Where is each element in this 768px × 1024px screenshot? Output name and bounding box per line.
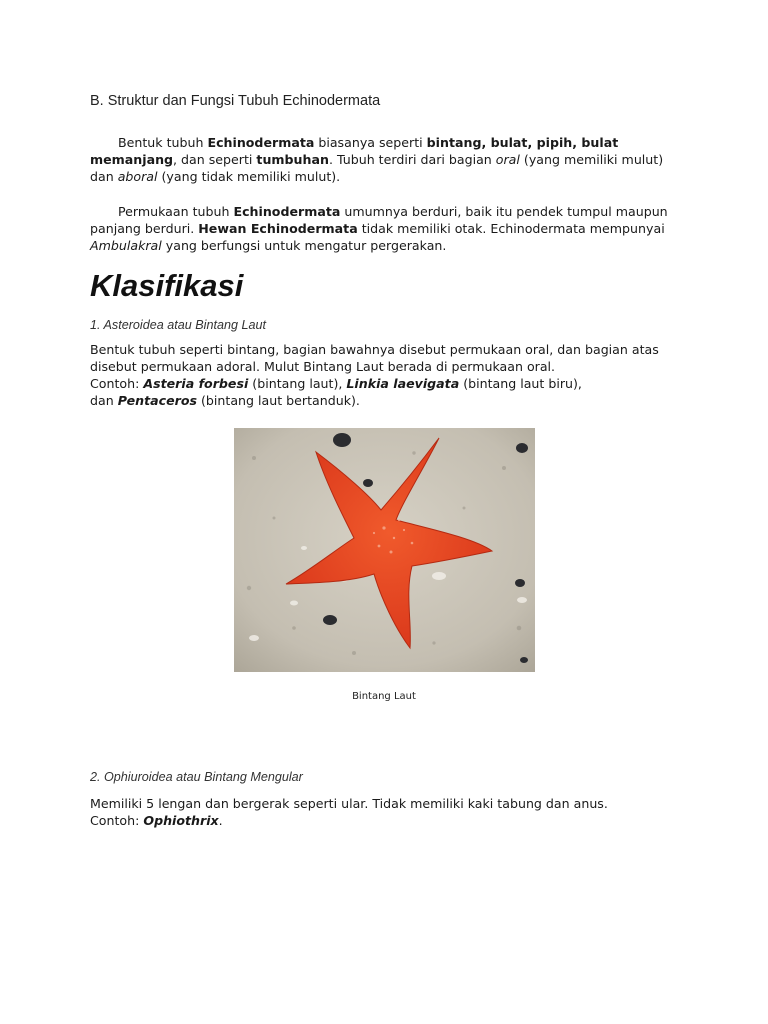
ophiuroidea-subtitle: 2. Ophiuroidea atau Bintang Mengular — [90, 770, 303, 784]
paragraph-body-shape: Bentuk tubuh Echinodermata biasanya seperti bintang, bulat, pipih, bulat memanjang, dan seperti tumbuhan. Tubuh terdiri dari bagian oral (yang memiliki mulut) dan aboral (yang tidak memiliki mulut). — [90, 135, 664, 184]
asteroidea-paragraph: Bentuk tubuh seperti bintang, bagian bawahnya disebut permukaan oral, dan bagian atas disebut permukaan adoral. Mulut Bintang Laut berada di permukaan oral. Contoh: Asteria forbesi (bintang laut), Linkia laevigata (bintang laut biru), dan Pentaceros (bintang laut bertanduk). — [90, 342, 659, 408]
asteroidea-subtitle: 1. Asteroidea atau Bintang Laut — [90, 318, 266, 332]
klasifikasi-heading: Klasifikasi — [90, 268, 244, 303]
ophiuroidea-paragraph: Memiliki 5 lengan dan bergerak seperti ular. Tidak memiliki kaki tabung dan anus. Contoh: Ophiothrix. — [90, 796, 608, 828]
paragraph-body-surface: Permukaan tubuh Echinodermata umumnya berduri, baik itu pendek tumpul maupun panjang berduri. Hewan Echinodermata tidak memiliki otak. Echinodermata mempunyai Ambulakral yang berfungsi untuk mengatur pergerakan. — [90, 204, 668, 253]
image-caption: Bintang Laut — [352, 691, 416, 702]
starfish-photo — [234, 428, 535, 672]
section-heading: B. Struktur dan Fungsi Tubuh Echinodermata — [90, 93, 381, 109]
